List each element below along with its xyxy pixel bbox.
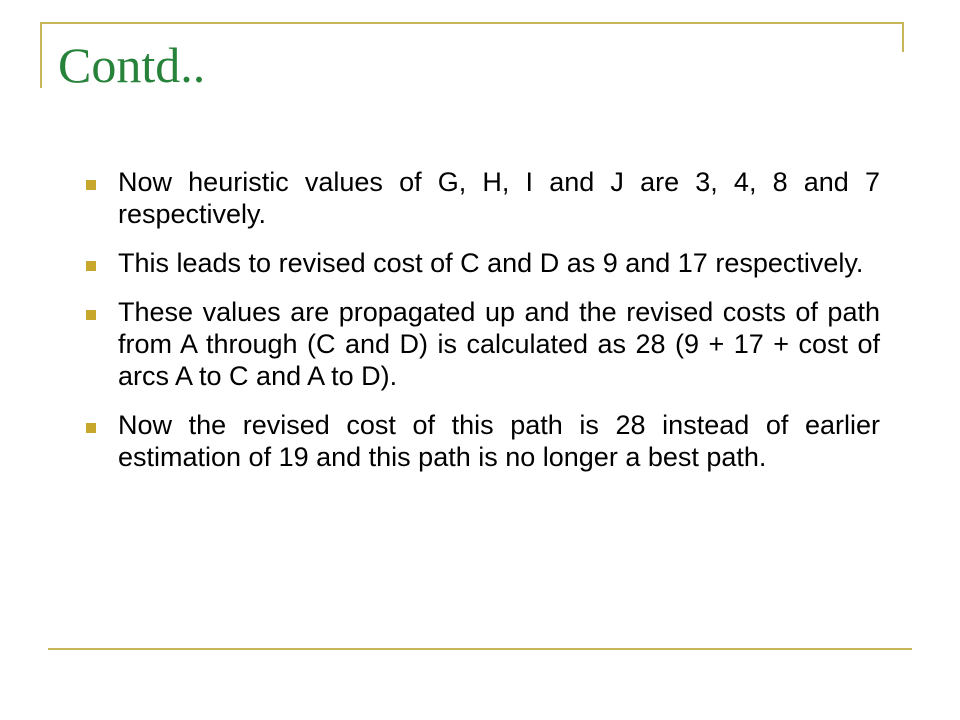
bullet-item-3 (84, 296, 880, 392)
bullet-text: This leads to revised cost of C and D as 9 and 17 respectively. (118, 248, 864, 278)
bullet-item-4 (84, 409, 880, 473)
square-bullet-icon (86, 423, 96, 433)
square-bullet-icon (86, 180, 96, 190)
bullet-list (84, 166, 880, 490)
frame-bottom-line (48, 648, 912, 650)
frame-left-line (40, 22, 42, 88)
bullet-text: Now the revised cost of this path is 28 instead of earlier estimation of 19 and this path is no longer a best path. (118, 410, 880, 472)
slide-title: Contd.. (58, 37, 206, 93)
frame-right-line (902, 22, 904, 52)
bullet-item-2 (84, 247, 880, 279)
square-bullet-icon (86, 310, 96, 320)
bullet-text: Now heuristic values of G, H, I and J are 3, 4, 8 and 7 respectively. (118, 167, 880, 229)
frame-top-line (40, 22, 904, 24)
bullet-item-1 (84, 166, 880, 230)
square-bullet-icon (86, 261, 96, 271)
bullet-text: These values are propagated up and the revised costs of path from A through (C and D) is calculated as 28 (9 + 17 + cost of arcs A to C and A to D). (118, 297, 880, 391)
